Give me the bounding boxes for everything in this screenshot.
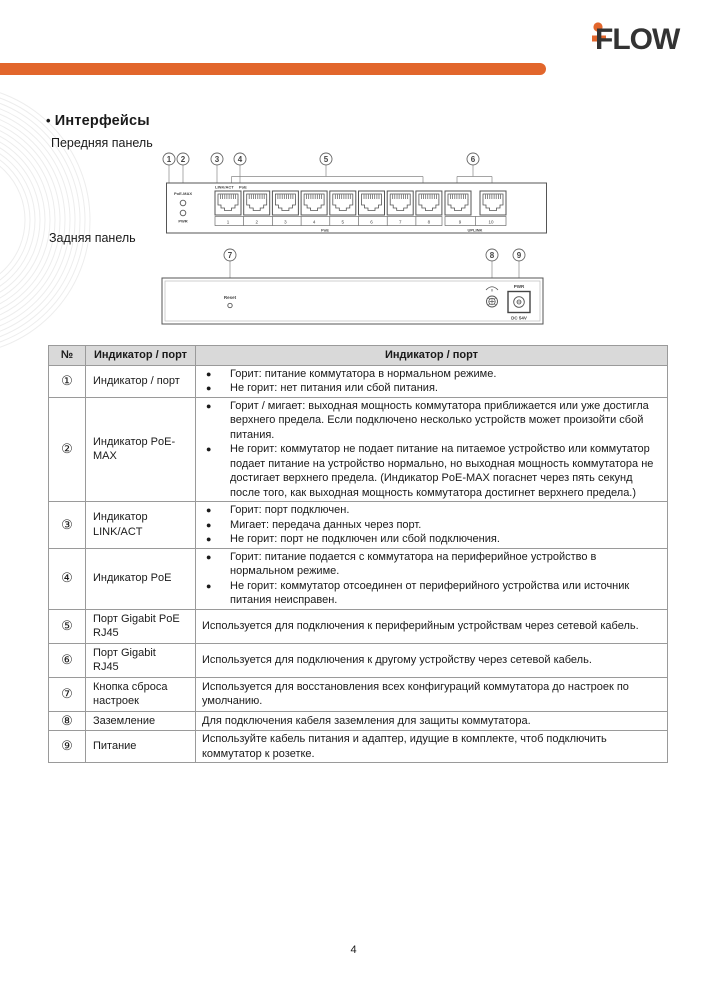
row-name: Заземление <box>86 711 196 731</box>
logo-text: FLOW <box>595 23 680 54</box>
uplink-group-label: UPLINK <box>467 227 483 233</box>
row-description: Используется для восстановления всех конфигураций коммутатора до настроек по умолчанию. <box>202 680 629 707</box>
table-row <box>49 677 668 711</box>
flow-logo <box>592 20 694 54</box>
svg-text:7: 7 <box>398 219 402 225</box>
front-callouts <box>163 153 479 165</box>
rear-panel-diagram <box>155 245 555 330</box>
row-name: Индикатор LINK/ACT <box>86 502 196 549</box>
dc-voltage-label: DC 54V <box>511 315 527 321</box>
reset-button-icon <box>228 303 232 307</box>
section-bullet: • <box>46 113 51 128</box>
header-num: № <box>49 346 86 366</box>
callout-3: 3 <box>214 154 220 164</box>
row-number: ⑥ <box>49 643 86 677</box>
row-name: Порт Gigabit PoE RJ45 <box>86 609 196 643</box>
row-number: ④ <box>49 548 86 609</box>
pwr-led-label: PWR <box>178 218 188 224</box>
link-act-label: LINK/ACT <box>215 184 234 190</box>
poe-led-label: PoE <box>239 184 247 190</box>
row-description: ● Горит / мигает: выходная мощность коммутатора приближается или уже достигла верхнего предела. Если подключено несколько устройств может произойти сбой питания. ● Не горит: коммутатор не подает питание на питаемое устройство или коммутатор подает питание на устройство нормально, но выходная мощность коммутатора не достигает верхнего предела. (Индикатор PoE-MAX погаснет через пять секунд после того, как выходная мощность коммутатора достигнет верхнего предела.) <box>196 399 661 501</box>
row-description: Используется для подключения к другому устройству через сетевой кабель. <box>202 653 592 666</box>
row-number: ⑦ <box>49 677 86 711</box>
svg-text:4: 4 <box>312 219 316 225</box>
table-header-row <box>49 346 668 366</box>
poe-max-led-label: PoE-MAX <box>174 191 192 196</box>
table-row <box>49 643 668 677</box>
row-name: Индикатор PoE <box>86 548 196 609</box>
poe-group-label: PoE <box>321 227 329 233</box>
front-panel-diagram <box>155 145 555 237</box>
svg-text:10: 10 <box>488 219 494 225</box>
table-row <box>49 609 668 643</box>
callout-9: 9 <box>516 250 522 260</box>
section-title <box>46 113 150 129</box>
callout-7: 7 <box>227 250 233 260</box>
table-row <box>49 711 668 731</box>
table-row <box>49 502 668 549</box>
row-name: Индикатор / порт <box>86 365 196 397</box>
svg-text:3: 3 <box>284 219 287 225</box>
rear-panel-label: Задняя панель <box>49 231 136 245</box>
callout-8: 8 <box>489 250 495 260</box>
table-row <box>49 397 668 502</box>
row-description: Используется для подключения к периферийным устройствам через сетевой кабель. <box>202 619 639 632</box>
row-description: Используйте кабель питания и адаптер, идущие в комплекте, чтоб подключить коммутатор к розетке. <box>202 733 607 760</box>
svg-text:2: 2 <box>255 219 258 225</box>
dc-jack-icon <box>508 292 530 313</box>
interface-table <box>48 345 668 763</box>
row-description: ● Горит: питание подается с коммутатора на периферийное устройство в нормальном режиме. ● Не горит: коммутатор отсоединен от периферийного устройства или источник питания неисправен. <box>196 550 661 608</box>
table-row <box>49 731 668 763</box>
row-number: ⑧ <box>49 711 86 731</box>
callout-4: 4 <box>237 154 243 164</box>
page-number: 4 <box>350 944 357 956</box>
header-name: Индикатор / порт <box>86 346 196 366</box>
reset-label: Reset <box>223 295 237 300</box>
svg-text:9: 9 <box>458 219 462 225</box>
accent-bar <box>0 63 546 75</box>
row-number: ⑨ <box>49 731 86 763</box>
rear-chassis <box>162 278 543 324</box>
row-description: Для подключения кабеля заземления для защиты коммутатора. <box>202 714 531 727</box>
row-name: Кнопка сброса настроек <box>86 677 196 711</box>
row-number: ② <box>49 397 86 502</box>
callout-5: 5 <box>323 154 329 164</box>
row-name: Питание <box>86 731 196 763</box>
row-number: ⑤ <box>49 609 86 643</box>
callout-6: 6 <box>470 154 476 164</box>
pwr-led-icon <box>180 210 186 216</box>
header-desc: Индикатор / порт <box>196 346 668 366</box>
callout-1: 1 <box>166 154 172 164</box>
rear-callouts <box>224 249 525 261</box>
table-row <box>49 365 668 397</box>
row-number: ③ <box>49 502 86 549</box>
poe-max-led-icon <box>180 200 186 206</box>
callout-2: 2 <box>180 154 186 164</box>
svg-text:1: 1 <box>226 219 230 225</box>
svg-text:6: 6 <box>370 219 373 225</box>
row-name: Индикатор PoE-MAX <box>86 397 196 502</box>
section-title-text: Интерфейсы <box>54 113 150 129</box>
row-description: ● Горит: питание коммутатора в нормальном режиме. ● Не горит: нет питания или сбой питания. <box>196 367 661 396</box>
svg-text:8: 8 <box>427 219 431 225</box>
row-description: ● Горит: порт подключен. ● Мигает: передача данных через порт. ● Не горит: порт не подключен или сбой подключения. <box>196 503 661 547</box>
table-row <box>49 548 668 609</box>
row-number: ① <box>49 365 86 397</box>
svg-text:5: 5 <box>341 219 345 225</box>
front-panel-label: Передняя панель <box>51 136 153 150</box>
row-name: Порт Gigabit RJ45 <box>86 643 196 677</box>
rear-pwr-label: PWR <box>513 284 525 289</box>
